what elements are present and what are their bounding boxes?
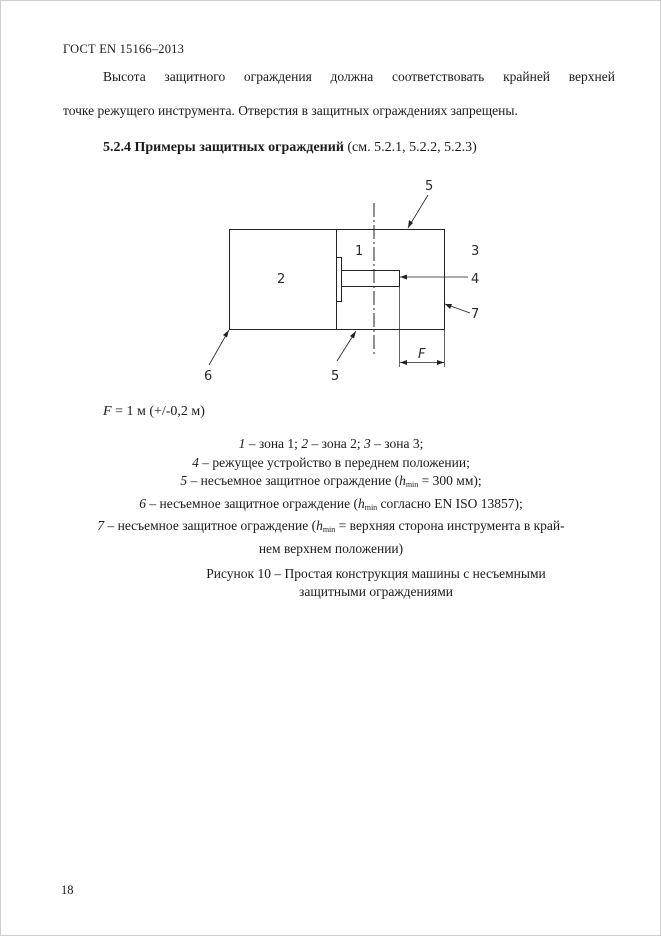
caption-line-2: защитными ограждениями	[299, 584, 453, 599]
label-tool-4: 4	[471, 272, 480, 287]
legend-text-3: – зона 3;	[370, 436, 424, 451]
legend-text-5a: – несъемное защитное ограждение (	[187, 473, 400, 488]
legend-sub-6: min	[364, 502, 378, 512]
legend-num-3: 3	[364, 436, 371, 451]
legend-h-7: h	[316, 518, 323, 533]
legend-line-guard-6	[41, 495, 621, 518]
section-title: 5.2.4 Примеры защитных ограждений	[103, 140, 344, 155]
label-guard-7: 7	[471, 307, 480, 322]
arrow-dim-right	[437, 360, 444, 365]
label-zone-2: 2	[277, 272, 286, 287]
paragraph-line-2: точке режущего инструмента. Отверстия в защитных ограждениях запрещены.	[63, 103, 518, 118]
f-value: = 1 м (+/-0,2 м)	[111, 404, 205, 419]
paragraph-line-1: Высота защитного ограждения должна соответствовать крайней верхней	[103, 69, 615, 84]
arrow-dim-left	[400, 360, 407, 365]
document-header: ГОСТ EN 15166–2013	[63, 42, 185, 56]
legend-line-tool	[41, 454, 621, 473]
legend-num-2: 2	[301, 436, 309, 451]
legend-text-6a: – несъемное защитное ограждение (	[146, 495, 358, 511]
legend-text-7b: = верхняя сторона инструмента в край-	[335, 518, 565, 533]
legend-text-1: – зона 1;	[245, 436, 302, 451]
legend-num-6: 6	[139, 495, 147, 511]
legend-h-6: h	[357, 495, 365, 511]
label-dim-f: F	[418, 347, 426, 362]
page-number: 18	[61, 883, 74, 897]
legend-line-guard-5	[41, 472, 621, 495]
section-heading	[103, 140, 477, 156]
legend-text-4: – режущее устройство в переднем положении;	[198, 454, 470, 470]
label-zone-1: 1	[355, 244, 364, 259]
legend-num-1: 1	[238, 436, 246, 451]
label-guard-5-bottom: 5	[331, 369, 340, 384]
tool-mount	[337, 258, 342, 302]
label-guard-6: 6	[204, 369, 213, 384]
legend-num-5: 5	[180, 473, 188, 488]
arrow-leader-5-bottom	[350, 331, 356, 339]
arrow-leader-7	[445, 304, 452, 309]
legend-h-5: h	[399, 473, 406, 488]
legend-num-4: 4	[192, 454, 199, 470]
label-guard-5-top: 5	[425, 179, 434, 194]
f-variable: F	[103, 404, 112, 419]
legend-line-guard-7-cont: нем верхнем положении)	[258, 540, 404, 556]
legend-sub-5: min	[405, 480, 419, 489]
figure-caption	[166, 565, 586, 601]
legend-num-7: 7	[97, 518, 105, 533]
legend-text-7a: – несъемное защитное ограждение (	[104, 518, 317, 533]
arrow-leader-6	[223, 330, 229, 338]
legend-line-zones	[41, 435, 621, 454]
figure-legend	[41, 435, 621, 558]
paragraph-guard-height	[63, 67, 615, 86]
legend-text-5b: = 300 мм);	[418, 473, 482, 488]
arrow-leader-4	[400, 275, 407, 280]
legend-line-guard-7	[41, 517, 621, 540]
f-value-line	[103, 404, 205, 420]
section-reference: (см. 5.2.1, 5.2.2, 5.2.3)	[347, 140, 477, 155]
legend-text-6b: согласно EN ISO 13857);	[377, 495, 523, 511]
label-zone-3: 3	[471, 244, 480, 259]
legend-text-2: – зона 2;	[308, 436, 365, 451]
caption-line-1: Рисунок 10 – Простая конструкция машины с несъемными	[206, 566, 546, 581]
cutting-tool	[342, 271, 400, 287]
machine-guard-diagram	[196, 173, 496, 388]
legend-sub-7: min	[322, 525, 336, 534]
